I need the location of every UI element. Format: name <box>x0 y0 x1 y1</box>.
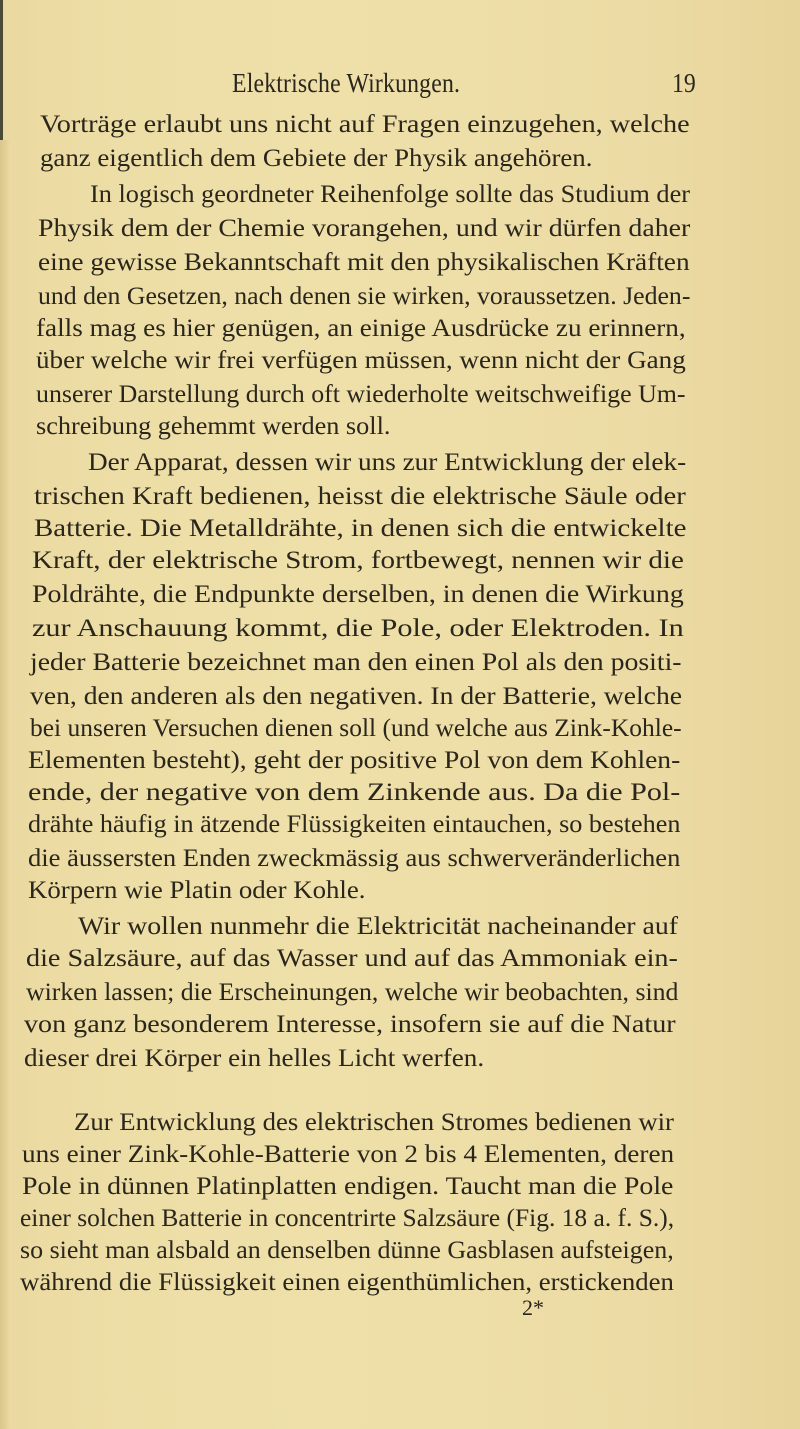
text-line: von ganz besonderem Interesse, insofern sie auf die Natur <box>24 1011 676 1038</box>
text-line: unserer Darstellung durch oft wiederholte weitschweifige Um- <box>36 381 686 408</box>
text-line: In logisch geordneter Reihenfolge sollte das Studium der <box>90 181 691 208</box>
text-line: eine gewisse Bekanntschaft mit den physikalischen Kräften <box>38 249 690 276</box>
text-line: so sieht man alsbald an denselben dünne Gasblasen aufsteigen, <box>20 1237 674 1264</box>
running-head <box>0 68 800 108</box>
text-line: und den Gesetzen, nach denen sie wirken, voraussetzen. Jeden- <box>38 283 691 310</box>
text-line: wirken lassen; die Erscheinungen, welche wir beobachten, sind <box>26 979 679 1006</box>
text-line: einer solchen Batterie in concentrirte Salzsäure (Fig. 18 a. f. S.), <box>20 1205 675 1232</box>
text-line: uns einer Zink-Kohle-Batterie von 2 bis 4 Elementen, deren <box>22 1141 675 1168</box>
running-head-title: Elektrische Wirkungen. <box>232 68 461 98</box>
text-line: Kraft, der elektrische Strom, fortbewegt, nennen wir die <box>32 547 684 574</box>
text-line: Physik dem der Chemie vorangehen, und wir dürfen daher <box>38 215 691 242</box>
text-line: die äussersten Enden zweckmässig aus schwerveränderlichen <box>28 845 681 872</box>
text-line: während die Flüssigkeit einen eigenthümlichen, erstickenden <box>20 1269 674 1296</box>
text-line: Elementen besteht), geht der positive Pol von dem Kohlen- <box>28 747 681 774</box>
text-line: drähte häufig in ätzende Flüssigkeiten eintauchen, so bestehen <box>28 811 681 838</box>
text-line: bei unseren Versuchen dienen soll (und welche aus Zink-Kohle- <box>30 715 682 742</box>
text-line: die Salzsäure, auf das Wasser und auf das Ammoniak ein- <box>26 945 678 972</box>
text-line: Der Apparat, dessen wir uns zur Entwicklung der elek- <box>88 449 687 476</box>
text-line: Wir wollen nunmehr die Elektricität nacheinander auf <box>78 913 679 940</box>
text-line: Körpern wie Platin oder Kohle. <box>28 877 366 904</box>
text-line: Batterie. Die Metalldrähte, in denen sich die entwickelte <box>34 515 687 542</box>
text-line: ende, der negative von dem Zinkende aus. Da die Pol- <box>28 779 681 806</box>
page-number: 19 <box>672 68 696 98</box>
text-line: jeder Batterie bezeichnet man den einen Pol als den positi- <box>30 649 682 676</box>
text-line: schreibung gehemmt werden soll. <box>36 413 391 440</box>
text-line: Poldrähte, die Endpunkte derselben, in denen die Wirkung <box>32 581 684 608</box>
text-line: ganz eigentlich dem Gebiete der Physik angehören. <box>40 145 593 172</box>
text-line: Pole in dünnen Platinplatten endigen. Taucht man die Pole <box>22 1173 674 1200</box>
signature-mark: 2* <box>522 1295 544 1320</box>
text-line: ven, den anderen als den negativen. In der Batterie, welche <box>30 683 683 710</box>
page-gutter-shadow <box>0 140 10 1429</box>
text-line: über welche wir frei verfügen müssen, wenn nicht der Gang <box>36 347 686 374</box>
text-line: dieser drei Körper ein helles Licht werfen. <box>24 1045 485 1072</box>
text-line: falls mag es hier genügen, an einige Ausdrücke zu erinnern, <box>36 315 686 342</box>
text-line: zur Anschauung kommt, die Pole, oder Elektroden. In <box>32 615 684 642</box>
text-line: trischen Kraft bedienen, heisst die elektrische Säule oder <box>34 483 686 510</box>
text-line: Zur Entwicklung des elektrischen Stromes bedienen wir <box>74 1109 674 1136</box>
text-line: Vorträge erlaubt uns nicht auf Fragen einzugehen, welche <box>40 111 690 138</box>
